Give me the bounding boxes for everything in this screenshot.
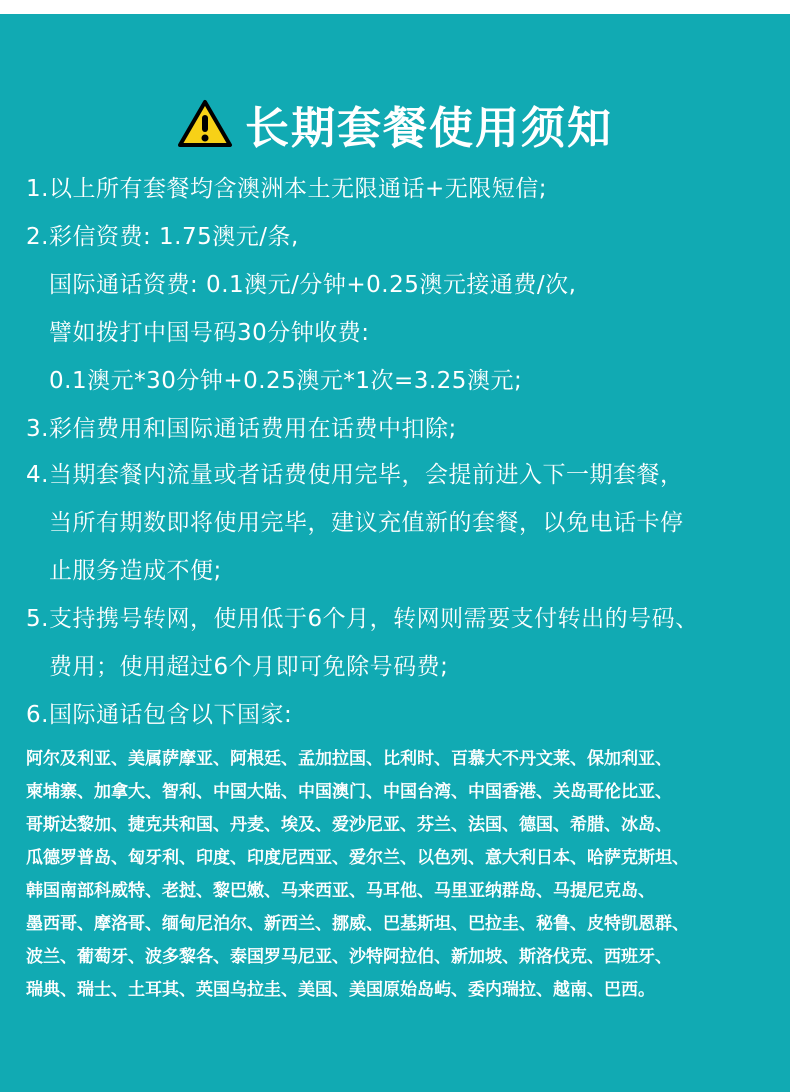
note-line-7: 4.当期套餐内流量或者话费使用完毕，会提前进入下一期套餐， [26,462,684,488]
note-line-12: 6.国际通话包含以下国家: [26,702,293,728]
notice-panel [0,14,790,1092]
note-line-10: 5.支持携号转网，使用低于6个月，转网则需要支付转出的号码、 [26,606,699,632]
note-line-1: 1.以上所有套餐均含澳洲本土无限通话+无限短信; [26,176,547,202]
note-line-6: 3.彩信费用和国际通话费用在话费中扣除; [26,416,457,442]
country-list-line: 瑞典、瑞士、土耳其、英国乌拉圭、美国、美国原始岛屿、委内瑞拉、越南、巴西。 [26,980,655,1000]
note-line-3: 国际通话资费: 0.1澳元/分钟+0.25澳元接通费/次, [49,272,577,298]
warning-triangle-icon [177,99,233,149]
note-line-2: 2.彩信资费: 1.75澳元/条, [26,224,299,250]
country-list-line: 阿尔及利亚、美属萨摩亚、阿根廷、孟加拉国、比利时、百慕大不丹文莱、保加利亚、 [26,749,672,769]
title-row [0,94,790,154]
note-line-11: 费用；使用超过6个月即可免除号码费; [49,654,449,680]
country-list-line: 哥斯达黎加、捷克共和国、丹麦、埃及、爱沙尼亚、芬兰、法国、德国、希腊、冰岛、 [26,815,672,835]
note-line-8: 当所有期数即将使用完毕，建议充值新的套餐，以免电话卡停 [49,510,684,536]
country-list-line: 瓜德罗普岛、匈牙利、印度、印度尼西亚、爱尔兰、以色列、意大利日本、哈萨克斯坦、 [26,848,689,868]
country-list-line: 韩国南部科威特、老挝、黎巴嫩、马来西亚、马耳他、马里亚纳群岛、马提尼克岛、 [26,881,655,901]
country-list-line: 波兰、葡萄牙、波多黎各、泰国罗马尼亚、沙特阿拉伯、新加坡、斯洛伐克、西班牙、 [26,947,672,967]
page-title: 长期套餐使用须知 [245,103,613,154]
note-line-5: 0.1澳元*30分钟+0.25澳元*1次=3.25澳元; [49,368,523,394]
country-list-line: 墨西哥、摩洛哥、缅甸尼泊尔、新西兰、挪威、巴基斯坦、巴拉圭、秘鲁、皮特凯恩群、 [26,914,689,934]
country-list-line: 柬埔寨、加拿大、智利、中国大陆、中国澳门、中国台湾、中国香港、关岛哥伦比亚、 [26,782,672,802]
note-line-4: 譬如拨打中国号码30分钟收费: [49,320,370,346]
note-line-9: 止服务造成不便; [49,558,222,584]
